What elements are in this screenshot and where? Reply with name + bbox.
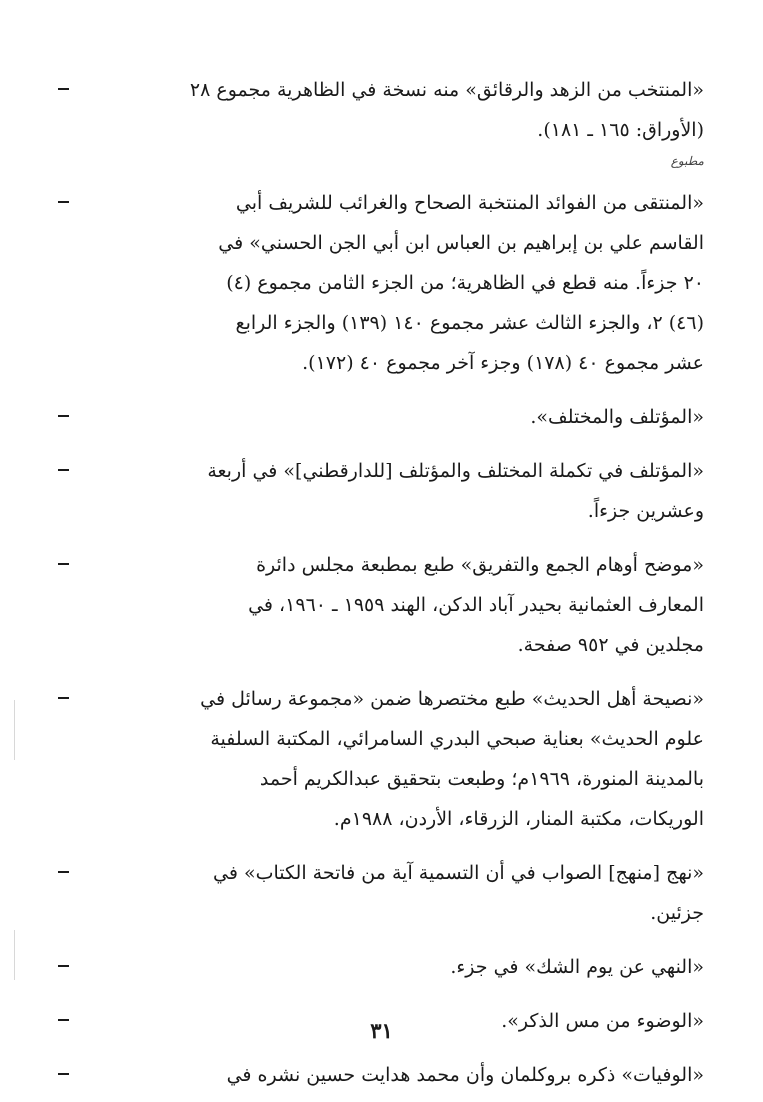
bullet-dash <box>58 415 69 417</box>
margin-scan-mark <box>14 930 15 980</box>
bibliography-entry <box>60 451 710 531</box>
handwritten-annotation: مطبوع <box>670 154 704 168</box>
bullet-dash <box>58 469 69 471</box>
bibliography-entry <box>60 947 710 987</box>
margin-scan-mark <box>14 700 15 760</box>
bullet-dash <box>58 871 69 873</box>
bibliography-entry <box>60 397 710 437</box>
bibliography-entry <box>60 853 710 933</box>
entry-text: «نصيحة أهل الحديث» طبع مختصرها ضمن «مجموعة رسائل في علوم الحديث» بعناية صبحي البدري السامرائي، المكتبة السلفية بالمدينة المنورة، ١٩٦٩م؛ وطبعت بتحقيق عبدالكريم أحمد الوريكات، مكتبة المنار، الزرقاء، الأردن، ١٩٨٨م. <box>200 688 704 830</box>
bibliography-entry <box>60 183 710 383</box>
bullet-dash <box>58 965 69 967</box>
bullet-dash <box>58 201 69 203</box>
bibliography-entry <box>60 70 710 169</box>
bullet-dash <box>58 563 69 565</box>
entry-text: «المؤتلف والمختلف». <box>530 406 704 428</box>
entry-text: «المؤتلف في تكملة المختلف والمؤتلف [للدارقطني]» في أربعة وعشرين جزءاً. <box>207 460 704 522</box>
bibliography-entry <box>60 1055 710 1095</box>
entry-text: «النهي عن يوم الشك» في جزء. <box>450 956 704 978</box>
bullet-dash <box>58 88 69 90</box>
book-page <box>60 70 710 1086</box>
page-number: ٣١ <box>370 1018 393 1043</box>
entry-text: «موضح أوهام الجمع والتفريق» طبع بمطبعة مجلس دائرة المعارف العثمانية بحيدر آباد الدكن، الهند ١٩٥٩ ـ ١٩٦٠، في مجلدين في ٩٥٢ صفحة. <box>248 554 704 656</box>
bullet-dash <box>58 1073 69 1075</box>
bullet-dash <box>58 697 69 699</box>
entry-text: «نهج [منهج] الصواب في أن التسمية آية من فاتحة الكتاب» في جزئين. <box>213 862 704 924</box>
bibliography-entry <box>60 679 710 839</box>
entry-text: «المنتخب من الزهد والرقائق» منه نسخة في الظاهرية مجموع ٢٨ (الأوراق: ١٦٥ ـ ١٨١). <box>189 79 704 141</box>
entry-text: «الوفيات» ذكره بروكلمان وأن محمد هدايت حسين نشره في <box>226 1064 704 1086</box>
entry-text: «المنتقى من الفوائد المنتخبة الصحاح والغرائب للشريف أبي القاسم علي بن إبراهيم بن العباس ابن أبي الجن الحسني» في ٢٠ جزءاً. منه قطع في الظاهرية؛ من الجزء الثامن مجموع (٤) (٤٦) ٢، والجزء الثالث عشر مجموع ١٤٠ (١٣٩) والجزء الرابع عشر مجموع ٤٠ (١٧٨) وجزء آخر مجموع ٤٠ (١٧٢). <box>218 192 704 374</box>
bibliography-entry <box>60 545 710 665</box>
entry-text: «الوضوء من مس الذكر». <box>501 1010 704 1032</box>
